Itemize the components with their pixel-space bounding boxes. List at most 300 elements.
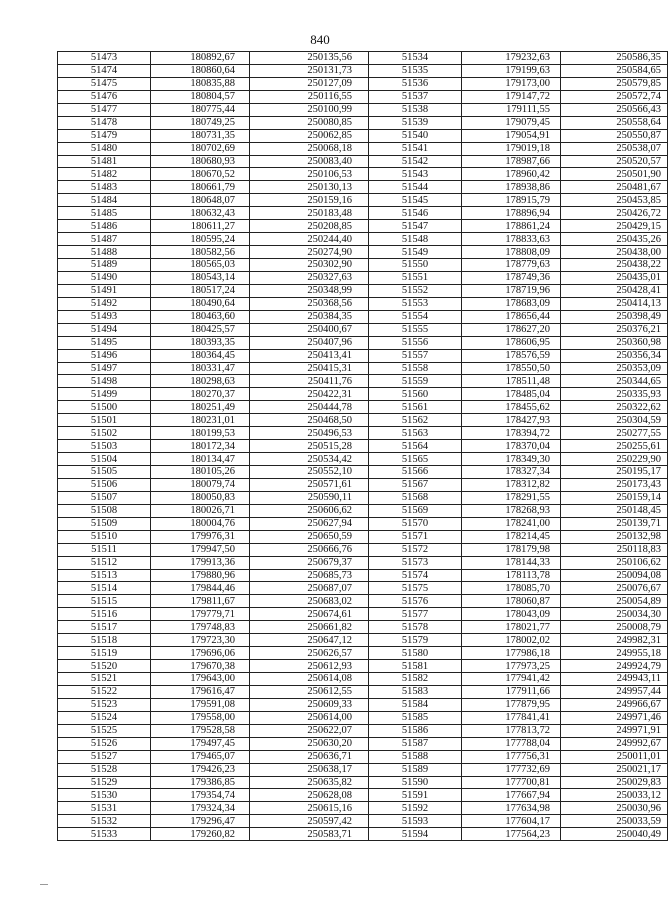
cell-point-number: 51511 [58,543,151,556]
cell-point-number: 51553 [369,297,462,310]
cell-x-coordinate: 180892,67 [151,52,250,65]
cell-y-coordinate: 250008,79 [561,621,668,634]
cell-y-coordinate: 249957,44 [561,685,668,698]
cell-y-coordinate: 250244,40 [250,233,369,246]
cell-point-number: 51520 [58,660,151,673]
cell-point-number: 51473 [58,52,151,65]
cell-point-number: 51512 [58,556,151,569]
cell-y-coordinate: 250033,12 [561,789,668,802]
cell-y-coordinate: 250132,98 [561,530,668,543]
cell-point-number: 51538 [369,103,462,116]
table-row [58,155,668,168]
cell-x-coordinate: 178606,95 [462,336,561,349]
cell-x-coordinate: 180565,03 [151,259,250,272]
cell-point-number: 51501 [58,414,151,427]
cell-x-coordinate: 179079,45 [462,116,561,129]
cell-x-coordinate: 178085,70 [462,582,561,595]
cell-point-number: 51493 [58,310,151,323]
cell-x-coordinate: 178683,09 [462,297,561,310]
cell-point-number: 51506 [58,478,151,491]
cell-point-number: 51529 [58,776,151,789]
cell-point-number: 51583 [369,685,462,698]
table-row [58,271,668,284]
cell-point-number: 51567 [369,478,462,491]
cell-point-number: 51495 [58,336,151,349]
cell-y-coordinate: 250627,94 [250,517,369,530]
cell-x-coordinate: 179054,91 [462,129,561,142]
cell-y-coordinate: 250173,43 [561,478,668,491]
table-body [58,52,668,841]
table-row [58,246,668,259]
cell-point-number: 51530 [58,789,151,802]
cell-y-coordinate: 250356,34 [561,349,668,362]
table-row [58,90,668,103]
cell-y-coordinate: 250130,13 [250,181,369,194]
cell-x-coordinate: 180364,45 [151,349,250,362]
cell-y-coordinate: 250468,50 [250,414,369,427]
cell-y-coordinate: 250615,16 [250,802,369,815]
table-row [58,569,668,582]
cell-y-coordinate: 250094,08 [561,569,668,582]
cell-x-coordinate: 180517,24 [151,284,250,297]
cell-y-coordinate: 250520,57 [561,155,668,168]
cell-x-coordinate: 180749,25 [151,116,250,129]
cell-y-coordinate: 250444,78 [250,401,369,414]
cell-x-coordinate: 180702,69 [151,142,250,155]
cell-x-coordinate: 179199,63 [462,64,561,77]
cell-y-coordinate: 250566,43 [561,103,668,116]
cell-x-coordinate: 179976,31 [151,530,250,543]
cell-x-coordinate: 179670,38 [151,660,250,673]
cell-point-number: 51487 [58,233,151,246]
cell-x-coordinate: 178915,79 [462,194,561,207]
cell-point-number: 51560 [369,388,462,401]
cell-point-number: 51489 [58,259,151,272]
cell-y-coordinate: 250011,01 [561,750,668,763]
cell-y-coordinate: 249924,79 [561,660,668,673]
cell-y-coordinate: 250453,85 [561,194,668,207]
table-row [58,142,668,155]
cell-x-coordinate: 178349,30 [462,453,561,466]
cell-point-number: 51527 [58,750,151,763]
cell-point-number: 51526 [58,737,151,750]
table-row [58,466,668,479]
cell-point-number: 51559 [369,375,462,388]
cell-point-number: 51505 [58,466,151,479]
cell-y-coordinate: 250647,12 [250,634,369,647]
cell-point-number: 51585 [369,711,462,724]
page-number: 840 [310,32,330,47]
cell-point-number: 51556 [369,336,462,349]
cell-x-coordinate: 180331,47 [151,362,250,375]
cell-x-coordinate: 178833,63 [462,233,561,246]
table-row [58,517,668,530]
cell-x-coordinate: 180231,01 [151,414,250,427]
cell-x-coordinate: 179779,71 [151,608,250,621]
cell-y-coordinate: 250360,98 [561,336,668,349]
cell-x-coordinate: 180172,34 [151,440,250,453]
cell-point-number: 51484 [58,194,151,207]
cell-y-coordinate: 250229,90 [561,453,668,466]
cell-x-coordinate: 180775,44 [151,103,250,116]
cell-y-coordinate: 250635,82 [250,776,369,789]
cell-point-number: 51515 [58,595,151,608]
cell-x-coordinate: 177564,23 [462,828,561,841]
table-row [58,556,668,569]
cell-point-number: 51524 [58,711,151,724]
cell-point-number: 51592 [369,802,462,815]
cell-x-coordinate: 177700,81 [462,776,561,789]
cell-x-coordinate: 180595,24 [151,233,250,246]
cell-point-number: 51581 [369,660,462,673]
cell-point-number: 51577 [369,608,462,621]
table-row [58,789,668,802]
table-row [58,388,668,401]
cell-point-number: 51571 [369,530,462,543]
table-row [58,815,668,828]
cell-y-coordinate: 250353,09 [561,362,668,375]
cell-y-coordinate: 250076,67 [561,582,668,595]
cell-point-number: 51552 [369,284,462,297]
cell-point-number: 51570 [369,517,462,530]
cell-point-number: 51480 [58,142,151,155]
cell-x-coordinate: 178291,55 [462,491,561,504]
cell-point-number: 51578 [369,621,462,634]
cell-point-number: 51542 [369,155,462,168]
cell-point-number: 51482 [58,168,151,181]
table-row [58,207,668,220]
cell-x-coordinate: 177813,72 [462,724,561,737]
table-row [58,698,668,711]
table-row [58,336,668,349]
cell-y-coordinate: 250558,64 [561,116,668,129]
table-row [58,77,668,90]
cell-y-coordinate: 250612,55 [250,685,369,698]
cell-x-coordinate: 178455,62 [462,401,561,414]
cell-x-coordinate: 180004,76 [151,517,250,530]
cell-y-coordinate: 250630,20 [250,737,369,750]
table-row [58,543,668,556]
cell-x-coordinate: 178394,72 [462,427,561,440]
cell-y-coordinate: 250552,10 [250,466,369,479]
cell-point-number: 51475 [58,77,151,90]
table-row [58,750,668,763]
table-row [58,595,668,608]
cell-y-coordinate: 250515,28 [250,440,369,453]
table-row [58,233,668,246]
table-row [58,427,668,440]
cell-point-number: 51491 [58,284,151,297]
table-row [58,478,668,491]
cell-x-coordinate: 178779,63 [462,259,561,272]
cell-x-coordinate: 180731,35 [151,129,250,142]
cell-x-coordinate: 177604,17 [462,815,561,828]
cell-y-coordinate: 250062,85 [250,129,369,142]
cell-point-number: 51504 [58,453,151,466]
cell-point-number: 51544 [369,181,462,194]
cell-point-number: 51522 [58,685,151,698]
table-row [58,52,668,65]
table-row [58,453,668,466]
cell-x-coordinate: 178144,33 [462,556,561,569]
cell-y-coordinate: 250348,99 [250,284,369,297]
cell-point-number: 51523 [58,698,151,711]
cell-y-coordinate: 250040,49 [561,828,668,841]
cell-point-number: 51517 [58,621,151,634]
cell-x-coordinate: 177756,31 [462,750,561,763]
cell-x-coordinate: 178960,42 [462,168,561,181]
cell-x-coordinate: 180050,83 [151,491,250,504]
cell-x-coordinate: 179497,45 [151,737,250,750]
cell-x-coordinate: 179643,00 [151,673,250,686]
cell-y-coordinate: 250606,62 [250,504,369,517]
cell-y-coordinate: 250628,08 [250,789,369,802]
cell-y-coordinate: 249971,46 [561,711,668,724]
cell-x-coordinate: 180490,64 [151,297,250,310]
table-row [58,530,668,543]
cell-point-number: 51496 [58,349,151,362]
cell-y-coordinate: 250638,17 [250,763,369,776]
cell-point-number: 51476 [58,90,151,103]
table-row [58,194,668,207]
cell-x-coordinate: 178987,66 [462,155,561,168]
table-row [58,103,668,116]
cell-x-coordinate: 179528,58 [151,724,250,737]
cell-point-number: 51545 [369,194,462,207]
cell-point-number: 51540 [369,129,462,142]
cell-y-coordinate: 250590,11 [250,491,369,504]
cell-x-coordinate: 178241,00 [462,517,561,530]
cell-point-number: 51502 [58,427,151,440]
cell-x-coordinate: 178749,36 [462,271,561,284]
cell-point-number: 51574 [369,569,462,582]
cell-x-coordinate: 178312,82 [462,478,561,491]
cell-point-number: 51548 [369,233,462,246]
cell-y-coordinate: 250034,30 [561,608,668,621]
cell-y-coordinate: 250376,21 [561,323,668,336]
cell-point-number: 51516 [58,608,151,621]
cell-x-coordinate: 179880,96 [151,569,250,582]
cell-x-coordinate: 180860,64 [151,64,250,77]
table-row [58,608,668,621]
cell-x-coordinate: 179173,00 [462,77,561,90]
table-row [58,414,668,427]
cell-point-number: 51483 [58,181,151,194]
cell-y-coordinate: 249992,67 [561,737,668,750]
cell-y-coordinate: 249982,31 [561,634,668,647]
cell-point-number: 51525 [58,724,151,737]
cell-y-coordinate: 250429,15 [561,220,668,233]
cell-x-coordinate: 179426,23 [151,763,250,776]
cell-point-number: 51589 [369,763,462,776]
cell-point-number: 51541 [369,142,462,155]
cell-point-number: 51498 [58,375,151,388]
table-row [58,673,668,686]
cell-point-number: 51532 [58,815,151,828]
table-row [58,582,668,595]
cell-x-coordinate: 180632,43 [151,207,250,220]
cell-x-coordinate: 178043,09 [462,608,561,621]
cell-point-number: 51536 [369,77,462,90]
cell-point-number: 51509 [58,517,151,530]
cell-y-coordinate: 250481,67 [561,181,668,194]
table-row [58,116,668,129]
table-row [58,168,668,181]
cell-x-coordinate: 179947,50 [151,543,250,556]
cell-point-number: 51531 [58,802,151,815]
cell-y-coordinate: 250033,59 [561,815,668,828]
cell-y-coordinate: 250131,73 [250,64,369,77]
table-row [58,401,668,414]
cell-point-number: 51588 [369,750,462,763]
cell-x-coordinate: 178214,45 [462,530,561,543]
cell-y-coordinate: 250322,62 [561,401,668,414]
cell-y-coordinate: 249943,11 [561,673,668,686]
cell-point-number: 51575 [369,582,462,595]
cell-y-coordinate: 250068,18 [250,142,369,155]
cell-x-coordinate: 180463,60 [151,310,250,323]
cell-x-coordinate: 178427,93 [462,414,561,427]
cell-point-number: 51593 [369,815,462,828]
cell-y-coordinate: 250208,85 [250,220,369,233]
cell-x-coordinate: 180661,79 [151,181,250,194]
cell-y-coordinate: 249966,67 [561,698,668,711]
cell-y-coordinate: 250413,41 [250,349,369,362]
cell-y-coordinate: 250139,71 [561,517,668,530]
cell-x-coordinate: 178861,24 [462,220,561,233]
cell-x-coordinate: 179844,46 [151,582,250,595]
cell-x-coordinate: 179811,67 [151,595,250,608]
table-row [58,181,668,194]
cell-point-number: 51519 [58,647,151,660]
cell-point-number: 51478 [58,116,151,129]
cell-x-coordinate: 177788,04 [462,737,561,750]
cell-y-coordinate: 250127,09 [250,77,369,90]
cell-x-coordinate: 177732,69 [462,763,561,776]
table-row [58,802,668,815]
cell-point-number: 51564 [369,440,462,453]
cell-y-coordinate: 250116,55 [250,90,369,103]
table-row [58,763,668,776]
cell-y-coordinate: 250400,67 [250,323,369,336]
cell-x-coordinate: 178938,86 [462,181,561,194]
cell-y-coordinate: 250609,33 [250,698,369,711]
cell-x-coordinate: 177879,95 [462,698,561,711]
cell-y-coordinate: 250428,41 [561,284,668,297]
cell-point-number: 51535 [369,64,462,77]
cell-y-coordinate: 250106,62 [561,556,668,569]
table-row [58,491,668,504]
cell-y-coordinate: 249955,18 [561,647,668,660]
cell-point-number: 51534 [369,52,462,65]
cell-x-coordinate: 180582,56 [151,246,250,259]
cell-y-coordinate: 250414,13 [561,297,668,310]
cell-y-coordinate: 250426,72 [561,207,668,220]
table-row [58,621,668,634]
cell-point-number: 51499 [58,388,151,401]
cell-x-coordinate: 180425,57 [151,323,250,336]
cell-y-coordinate: 250159,14 [561,491,668,504]
cell-y-coordinate: 250674,61 [250,608,369,621]
cell-point-number: 51494 [58,323,151,336]
cell-point-number: 51590 [369,776,462,789]
table-row [58,828,668,841]
cell-y-coordinate: 250572,74 [561,90,668,103]
cell-x-coordinate: 179324,34 [151,802,250,815]
cell-x-coordinate: 177911,66 [462,685,561,698]
table-row [58,737,668,750]
cell-y-coordinate: 250438,00 [561,246,668,259]
cell-point-number: 51503 [58,440,151,453]
cell-x-coordinate: 178550,50 [462,362,561,375]
cell-point-number: 51528 [58,763,151,776]
cell-y-coordinate: 250100,99 [250,103,369,116]
cell-y-coordinate: 250614,00 [250,711,369,724]
table-row [58,64,668,77]
cell-x-coordinate: 178002,02 [462,634,561,647]
cell-point-number: 51568 [369,491,462,504]
table-row [58,711,668,724]
cell-point-number: 51500 [58,401,151,414]
cell-x-coordinate: 179260,82 [151,828,250,841]
cell-y-coordinate: 250159,16 [250,194,369,207]
table-row [58,724,668,737]
table-row [58,634,668,647]
cell-point-number: 51563 [369,427,462,440]
cell-x-coordinate: 178179,98 [462,543,561,556]
cell-y-coordinate: 250080,85 [250,116,369,129]
cell-point-number: 51510 [58,530,151,543]
cell-point-number: 51579 [369,634,462,647]
table-row [58,220,668,233]
cell-x-coordinate: 180835,88 [151,77,250,90]
table-row [58,660,668,673]
cell-y-coordinate: 250679,37 [250,556,369,569]
cell-point-number: 51474 [58,64,151,77]
cell-y-coordinate: 250534,42 [250,453,369,466]
cell-y-coordinate: 250411,76 [250,375,369,388]
cell-x-coordinate: 179147,72 [462,90,561,103]
cell-x-coordinate: 179232,63 [462,52,561,65]
cell-x-coordinate: 178656,44 [462,310,561,323]
cell-y-coordinate: 250650,59 [250,530,369,543]
cell-y-coordinate: 250344,65 [561,375,668,388]
cell-point-number: 51554 [369,310,462,323]
cell-x-coordinate: 180611,27 [151,220,250,233]
table-row [58,375,668,388]
cell-x-coordinate: 178896,94 [462,207,561,220]
cell-x-coordinate: 179354,74 [151,789,250,802]
table-row [58,647,668,660]
cell-x-coordinate: 178511,48 [462,375,561,388]
cell-y-coordinate: 250148,45 [561,504,668,517]
cell-x-coordinate: 178327,34 [462,466,561,479]
cell-x-coordinate: 178576,59 [462,349,561,362]
cell-y-coordinate: 250106,53 [250,168,369,181]
cell-y-coordinate: 250021,17 [561,763,668,776]
cell-y-coordinate: 250029,83 [561,776,668,789]
cell-point-number: 51565 [369,453,462,466]
table-row [58,362,668,375]
cell-y-coordinate: 250586,35 [561,52,668,65]
cell-point-number: 51566 [369,466,462,479]
cell-y-coordinate: 250327,63 [250,271,369,284]
cell-x-coordinate: 179296,47 [151,815,250,828]
cell-y-coordinate: 250685,73 [250,569,369,582]
cell-y-coordinate: 250415,31 [250,362,369,375]
cell-y-coordinate: 250422,31 [250,388,369,401]
cell-y-coordinate: 250054,89 [561,595,668,608]
